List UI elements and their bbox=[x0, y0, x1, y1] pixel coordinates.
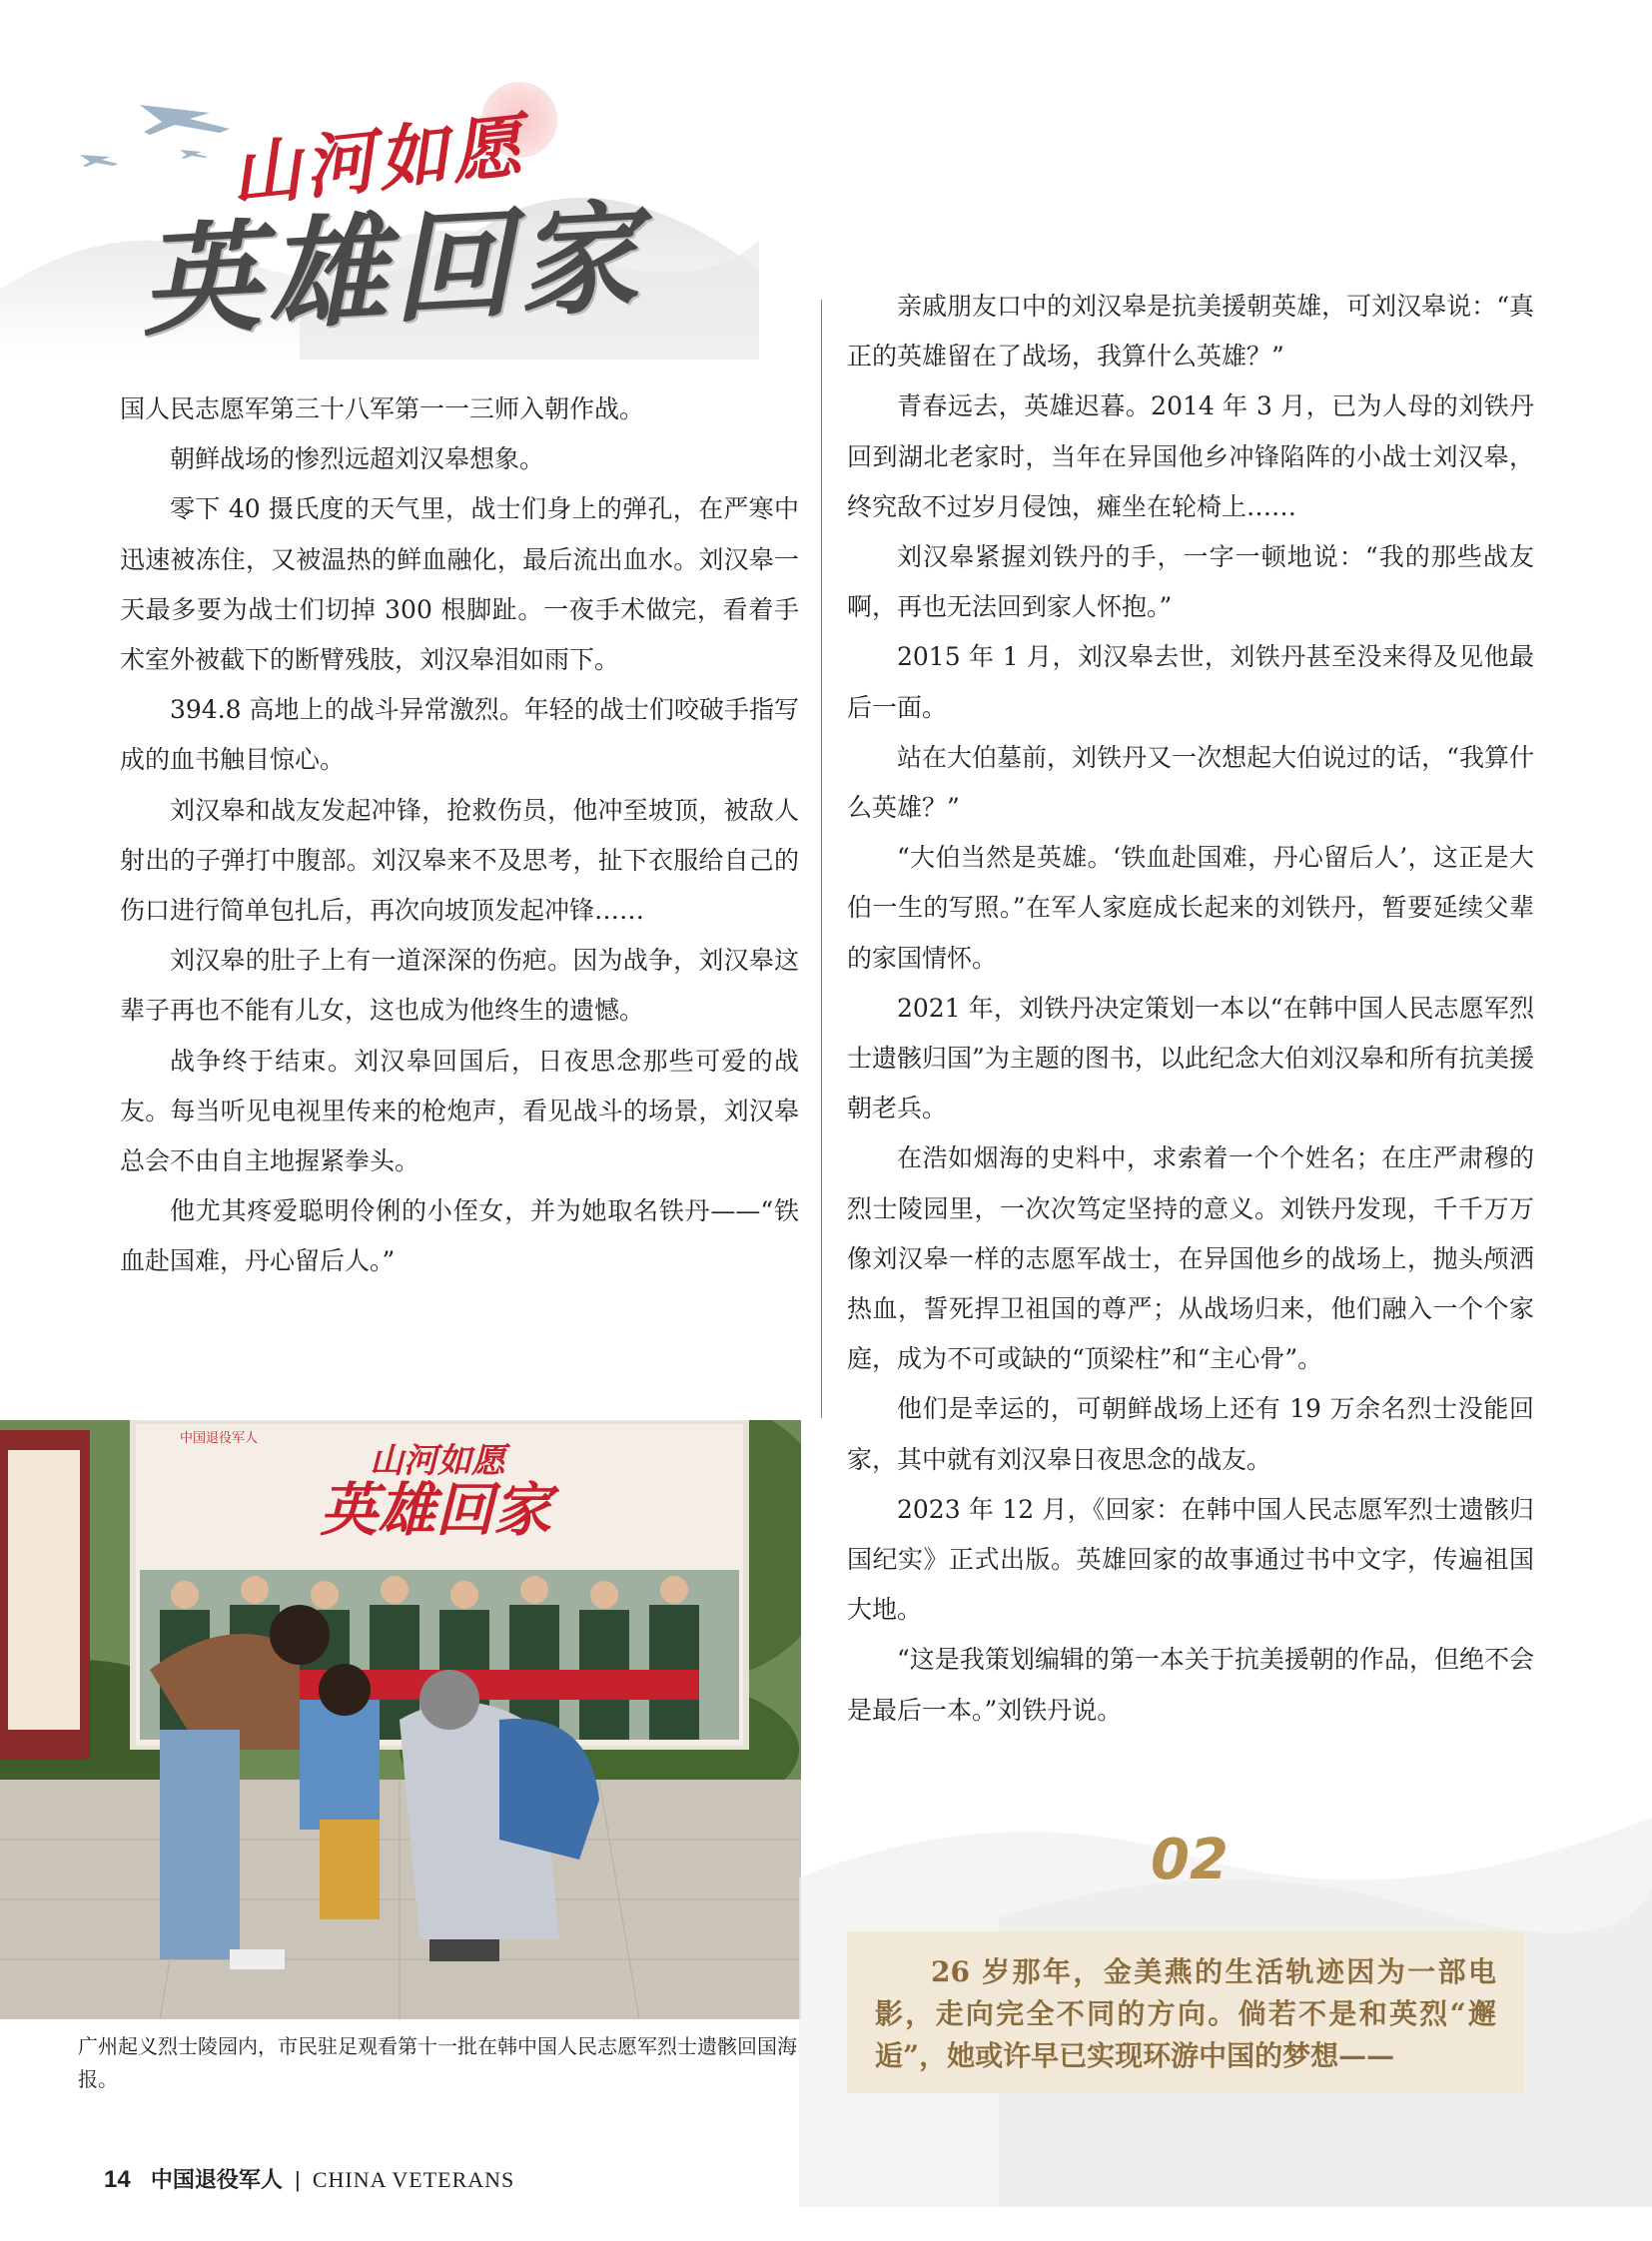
poster-title-main: 英雄回家 bbox=[320, 1476, 552, 1544]
paragraph: 他们是幸运的，可朝鲜战场上还有 19 万余名烈士没能回家，其中就有刘汉皋日夜思念的战友。 bbox=[847, 1394, 1534, 1474]
footer-separator: | bbox=[294, 2167, 301, 2192]
paragraph: 他尤其疼爱聪明伶俐的小侄女，并为她取名铁丹——“铁血赴国难，丹心留后人。” bbox=[120, 1196, 799, 1276]
paragraph: 战争终于结束。刘汉皋回国后，日夜思念那些可爱的战友。每当听见电视里传来的枪炮声，看见战斗的场景，刘汉皋总会不由自主地握紧拳头。 bbox=[120, 1046, 799, 1176]
section-intro-box bbox=[847, 1931, 1524, 2093]
paragraph: 刘汉皋和战友发起冲锋，抢救伤员，他冲至坡顶，被敌人射出的子弹打中腹部。刘汉皋来不及思考，扯下衣服给自己的伤口进行简单包扎后，再次向坡顶发起冲锋…… bbox=[120, 795, 799, 926]
paragraph: 亲戚朋友口中的刘汉皋是抗美援朝英雄，可刘汉皋说：“真正的英雄留在了战场，我算什么英雄？” bbox=[847, 292, 1534, 372]
right-text-column bbox=[847, 282, 1534, 1736]
paragraph: 刘汉皋紧握刘铁丹的手，一字一顿地说：“我的那些战友啊，再也无法回到家人怀抱。” bbox=[847, 542, 1534, 622]
paragraph: 2015 年 1 月，刘汉皋去世，刘铁丹甚至没来得及见他最后一面。 bbox=[847, 642, 1534, 722]
paragraph: “这是我策划编辑的第一本关于抗美援朝的作品，但绝不会是最后一本。”刘铁丹说。 bbox=[847, 1645, 1534, 1725]
page-footer bbox=[104, 2163, 514, 2194]
photo-caption: 广州起义烈士陵园内，市民驻足观看第十一批在韩中国人民志愿军烈士遗骸回国海报。 bbox=[78, 2034, 797, 2091]
page-number: 14 bbox=[104, 2166, 131, 2193]
paragraph: 394.8 高地上的战斗异常激烈。年轻的战士们咬破手指写成的血书触目惊心。 bbox=[120, 695, 799, 775]
paragraph: 2023 年 12 月，《回家：在韩中国人民志愿军烈士遗骸归国纪实》正式出版。英雄回家的故事通过书中文字，传遍祖国大地。 bbox=[847, 1494, 1534, 1625]
left-text-column bbox=[120, 384, 799, 1287]
article-title-main: 英雄回家 bbox=[137, 186, 647, 355]
plane-icons bbox=[80, 105, 230, 167]
magazine-name: 中国退役军人 bbox=[150, 2167, 283, 2192]
paragraph: 在浩如烟海的史料中，求索着一个个姓名；在庄严肃穆的烈士陵园里，一次次笃定坚持的意义。刘铁丹发现，千千万万像刘汉皋一样的志愿军战士，在异国他乡的战场上，抛头颅洒热血，誓死捍卫祖国的尊严；从战场归来，他们融入一个个家庭，成为不可或缺的“顶梁柱”和“主心骨”。 bbox=[847, 1143, 1534, 1374]
paragraph: 零下 40 摄氏度的天气里，战士们身上的弹孔，在严寒中迅速被冻住，又被温热的鲜血融化，最后流出血水。刘汉皋一天最多要为战士们切掉 300 根脚趾。一夜手术做完，看着手术室外被截下的断臂残肢，刘汉皋泪如雨下。 bbox=[120, 494, 799, 675]
paragraph: 刘汉皋的肚子上有一道深深的伤疤。因为战争，刘汉皋这辈子再也不能有儿女，这也成为他终生的遗憾。 bbox=[120, 946, 799, 1026]
photo-illustration bbox=[0, 1420, 801, 2019]
section-number: 02 bbox=[1151, 1828, 1229, 1892]
paragraph: 青春远去，英雄迟暮。2014 年 3 月，已为人母的刘铁丹回到湖北老家时，当年在异国他乡冲锋陷阵的小战士刘汉皋，终究敌不过岁月侵蚀，瘫坐在轮椅上…… bbox=[847, 391, 1534, 521]
poster-brand: 中国退役军人 bbox=[180, 1431, 259, 1446]
paragraph: 站在大伯墓前，刘铁丹又一次想起大伯说过的话，“我算什么英雄？” bbox=[847, 742, 1534, 823]
paragraph: 国人民志愿军第三十八军第一一三师入朝作战。 bbox=[120, 394, 645, 423]
article-photo bbox=[0, 1420, 801, 2019]
magazine-name-en: CHINA VETERANS bbox=[312, 2167, 515, 2192]
column-divider bbox=[821, 300, 822, 1418]
poster-title-top: 山河如愿 bbox=[370, 1441, 505, 1481]
paragraph: “大伯当然是英雄。‘铁血赴国难，丹心留后人’，这正是大伯一生的写照。”在军人家庭成长起来的刘铁丹，暂要延续父辈的家国情怀。 bbox=[847, 843, 1534, 973]
paragraph: 2021 年，刘铁丹决定策划一本以“在韩中国人民志愿军烈士遗骸归国”为主题的图书，以此纪念大伯刘汉皋和所有抗美援朝老兵。 bbox=[847, 993, 1534, 1123]
section-intro: 26 岁那年，金美燕的生活轨迹因为一部电影，走向完全不同的方向。倘若不是和英烈“邂逅”，她或许早已实现环游中国的梦想—— bbox=[875, 1955, 1496, 2072]
paragraph: 朝鲜战场的惨烈远超刘汉皋想象。 bbox=[170, 444, 545, 474]
article-title-top: 山河如愿 bbox=[226, 103, 530, 218]
